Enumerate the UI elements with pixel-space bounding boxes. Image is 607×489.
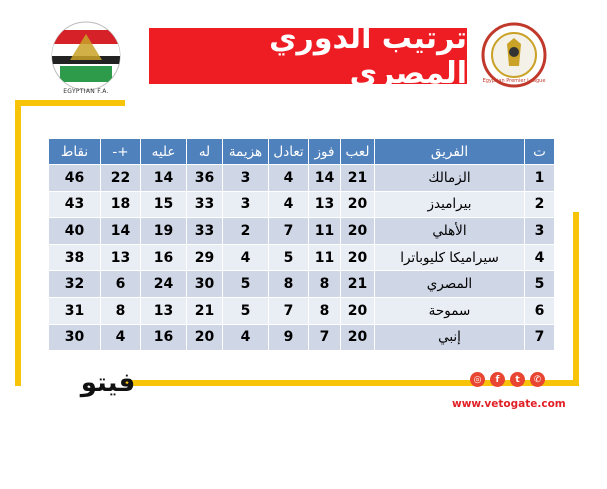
cell-points: 32: [49, 271, 101, 298]
table-row: [49, 244, 555, 271]
cell-played: 20: [341, 218, 375, 245]
instagram-icon[interactable]: ◎: [470, 372, 485, 387]
frame-right-bar: [573, 212, 579, 386]
cell-points: 30: [49, 324, 101, 351]
cell-goals-against: 14: [141, 165, 187, 192]
table-row: [49, 271, 555, 298]
cell-points: 43: [49, 191, 101, 218]
cell-drawn: 9: [269, 324, 309, 351]
table-row: [49, 297, 555, 324]
cell-goal-diff: 14: [101, 218, 141, 245]
cell-won: 8: [309, 297, 341, 324]
veto-logo: فيتو: [80, 368, 136, 398]
cell-goals-for: 36: [187, 165, 223, 192]
table-row: [49, 191, 555, 218]
cell-lost: 4: [223, 244, 269, 271]
table-header-row: [49, 139, 555, 165]
table-row: [49, 165, 555, 192]
header-team: الفريق: [375, 139, 525, 165]
cell-played: 20: [341, 244, 375, 271]
cell-goals-against: 16: [141, 244, 187, 271]
cell-played: 21: [341, 165, 375, 192]
header-goals-against: عليه: [141, 139, 187, 165]
header-lost: هزيمة: [223, 139, 269, 165]
header-won: فوز: [309, 139, 341, 165]
cell-goal-diff: 18: [101, 191, 141, 218]
cell-goals-against: 19: [141, 218, 187, 245]
twitter-icon[interactable]: t: [510, 372, 525, 387]
cell-goal-diff: 6: [101, 271, 141, 298]
whatsapp-icon[interactable]: ✆: [530, 372, 545, 387]
header-drawn: تعادل: [269, 139, 309, 165]
cell-points: 38: [49, 244, 101, 271]
cell-lost: 5: [223, 297, 269, 324]
cell-played: 20: [341, 297, 375, 324]
cell-team: سموحة: [375, 297, 525, 324]
cell-lost: 5: [223, 271, 269, 298]
cell-won: 14: [309, 165, 341, 192]
cell-rank: 5: [525, 271, 555, 298]
header-played: لعب: [341, 139, 375, 165]
cell-rank: 6: [525, 297, 555, 324]
cell-team: سيراميكا كليوباترا: [375, 244, 525, 271]
cell-goals-for: 30: [187, 271, 223, 298]
cell-played: 20: [341, 324, 375, 351]
header-points: نقاط: [49, 139, 101, 165]
cell-rank: 7: [525, 324, 555, 351]
cell-goals-for: 20: [187, 324, 223, 351]
standings-table: [48, 138, 555, 351]
cell-played: 21: [341, 271, 375, 298]
cell-drawn: 5: [269, 244, 309, 271]
cell-lost: 4: [223, 324, 269, 351]
cell-team: المصري: [375, 271, 525, 298]
header-goals-for: له: [187, 139, 223, 165]
header-goal-diff: +-: [101, 139, 141, 165]
cell-goals-against: 16: [141, 324, 187, 351]
cell-rank: 3: [525, 218, 555, 245]
cell-won: 11: [309, 218, 341, 245]
cell-points: 46: [49, 165, 101, 192]
cell-goals-for: 33: [187, 191, 223, 218]
cell-points: 40: [49, 218, 101, 245]
cell-team: إنبي: [375, 324, 525, 351]
cell-won: 11: [309, 244, 341, 271]
cell-goal-diff: 22: [101, 165, 141, 192]
cell-rank: 1: [525, 165, 555, 192]
table-row: [49, 324, 555, 351]
title-banner: [149, 21, 467, 91]
cell-drawn: 4: [269, 165, 309, 192]
cell-won: 13: [309, 191, 341, 218]
cell-team: الزمالك: [375, 165, 525, 192]
epl-caption: Egyptian Premier League: [482, 78, 546, 84]
header-rank: ت: [525, 139, 555, 165]
cell-goals-against: 24: [141, 271, 187, 298]
cell-rank: 4: [525, 244, 555, 271]
efa-caption: EGYPTIAN F.A.: [63, 88, 109, 95]
cell-lost: 3: [223, 165, 269, 192]
cell-team: الأهلي: [375, 218, 525, 245]
facebook-icon[interactable]: f: [490, 372, 505, 387]
cell-goal-diff: 8: [101, 297, 141, 324]
cell-goals-against: 13: [141, 297, 187, 324]
cell-drawn: 4: [269, 191, 309, 218]
cell-drawn: 7: [269, 218, 309, 245]
cell-points: 31: [49, 297, 101, 324]
cell-goals-for: 21: [187, 297, 223, 324]
epl-logo: [481, 22, 547, 88]
cell-goal-diff: 13: [101, 244, 141, 271]
cell-rank: 2: [525, 191, 555, 218]
cell-lost: 2: [223, 218, 269, 245]
cell-goals-against: 15: [141, 191, 187, 218]
social-icons: [470, 372, 545, 387]
efa-logo: [50, 20, 122, 92]
cell-goals-for: 29: [187, 244, 223, 271]
page-title: ترتيب الدوري المصري: [269, 21, 467, 91]
cell-won: 7: [309, 324, 341, 351]
table-row: [49, 218, 555, 245]
cell-played: 20: [341, 191, 375, 218]
cell-goals-for: 33: [187, 218, 223, 245]
cell-drawn: 7: [269, 297, 309, 324]
cell-lost: 3: [223, 191, 269, 218]
frame-left-bar: [15, 100, 21, 386]
cell-won: 8: [309, 271, 341, 298]
cell-goal-diff: 4: [101, 324, 141, 351]
cell-team: بيراميدز: [375, 191, 525, 218]
cell-drawn: 8: [269, 271, 309, 298]
site-url-link[interactable]: www.vetogate.com: [452, 398, 566, 410]
frame-top-bar: [15, 100, 125, 106]
